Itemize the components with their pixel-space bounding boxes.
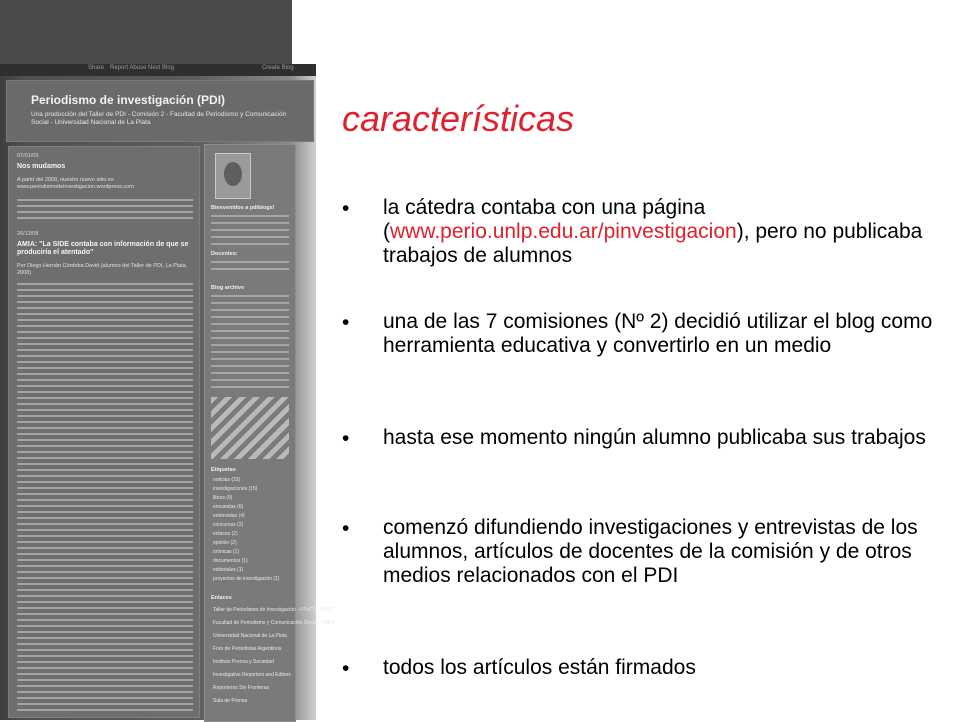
sidebar-labels-heading: Etiquetas (211, 467, 236, 473)
blog-title: Periodismo de investigación (PDI) (31, 93, 226, 107)
blogger-navbar (0, 64, 316, 76)
bullet-text-after: ), pero no publicaba trabajos de alumnos (383, 220, 923, 267)
post-date: 26/12/08 (17, 231, 39, 237)
bullet-dot: • (342, 427, 350, 450)
bullet-text: una de las 7 comisiones (Nº 2) decidió utilizar el blog como herramienta educativa y convertirlo en un medio (383, 310, 933, 357)
portrait-image (215, 153, 251, 199)
blog-link[interactable]: Taller de Periodismo de Investigación - FPyCS - UNLP (213, 607, 334, 613)
screenshot-frame (0, 0, 292, 66)
bullet-dot: • (342, 657, 350, 680)
bullet-text: todos los artículos están firmados (383, 656, 696, 679)
sidebar-lines (211, 261, 289, 275)
website-link[interactable]: www.perio.unlp.edu.ar/pinvestigacion (390, 220, 737, 243)
sidebar-links-heading: Enlaces (211, 595, 232, 601)
sidebar-archive: Blog archive (211, 285, 245, 291)
bullet-dot: • (342, 197, 350, 220)
blog-posts (8, 146, 200, 718)
label-link[interactable]: documentos (1) (213, 558, 248, 564)
bullet-dot: • (342, 311, 350, 334)
post-text: Por Diego Hernán Córdoba David (alumno del Taller de PDI, La Plata, 2008) (17, 263, 188, 276)
navbar-create-blog: Create Blog (262, 65, 294, 71)
blog-link[interactable]: Universidad Nacional de La Plata (213, 633, 287, 639)
post-title: Nos mudamos (17, 163, 66, 170)
post-date: 07/01/09 (17, 153, 39, 159)
slide-title: características (342, 98, 575, 139)
bullet-text: comenzó difundiendo investigaciones y entrevistas de los alumnos, artículos de docentes de la comisión y de otros medios relacionados con el PDI (383, 516, 918, 587)
label-link[interactable]: encuestas (6) (213, 504, 244, 510)
label-link[interactable]: libros (9) (213, 495, 233, 501)
navbar-report-abuse: Report Abuse (110, 65, 147, 71)
bullet-text (383, 196, 938, 268)
post-lines (17, 199, 193, 223)
screenshot-frame-edge (292, 0, 318, 66)
label-link[interactable]: noticias (33) (213, 477, 241, 483)
label-link[interactable]: proyectos de investigación (1) (213, 576, 280, 582)
sidebar-lines (211, 295, 289, 390)
label-link[interactable]: opinión (2) (213, 540, 237, 546)
label-link[interactable]: crónicas (1) (213, 549, 240, 555)
blog-link[interactable]: Reporteros Sin Fronteras (213, 685, 270, 691)
sidebar-banner (211, 397, 289, 459)
portrait-face (224, 162, 242, 186)
post-text: A partir del 2009, nuestro nuevo sitio es www.periodismodeinvestigacion.wordpress.com (17, 177, 134, 190)
label-link[interactable]: editoriales (1) (213, 567, 244, 573)
post-lines (17, 283, 193, 713)
sidebar-welcome: Bienvenidos a pdiblogs! (211, 205, 275, 211)
bullet-text-before: la cátedra contaba con una página ( (383, 196, 706, 243)
bullet-text: hasta ese momento ningún alumno publicaba sus trabajos (383, 426, 926, 449)
blog-link[interactable]: Facultad de Periodismo y Comunicación Social - UNLP (213, 620, 336, 626)
blog-page (0, 64, 336, 720)
label-link[interactable]: entrevistas (4) (213, 513, 245, 519)
sidebar-teachers: Docentes: (211, 251, 238, 257)
blog-link[interactable]: Sala de Prensa (213, 698, 248, 704)
blog-sidebar (204, 144, 336, 722)
blog-link[interactable]: Foro de Periodistas Argentinos (213, 646, 282, 652)
blog-link[interactable]: Investigative Reporters and Editors (213, 672, 291, 678)
bullet-dot: • (342, 517, 350, 540)
navbar-share: Share (88, 65, 105, 71)
blog-header (6, 80, 314, 142)
navbar-next-blog: Next Blog (148, 65, 175, 71)
post-title: AMIA: "La SIDE contaba con información de que se produciría el atentado" (17, 241, 189, 256)
blog-screenshot-image (0, 0, 336, 720)
label-link[interactable]: concursos (2) (213, 522, 244, 528)
blog-subtitle: Una producción del Taller de PDI - Comisión 2 - Facultad de Periodismo y Comunicación Social - Universidad Nacional de La Plata (31, 111, 287, 126)
label-link[interactable]: enlaces (2) (213, 531, 238, 537)
sidebar-lines (211, 215, 289, 245)
label-link[interactable]: investigaciones (15) (213, 486, 258, 492)
blog-link[interactable]: Instituto Prensa y Sociedad (213, 659, 274, 665)
